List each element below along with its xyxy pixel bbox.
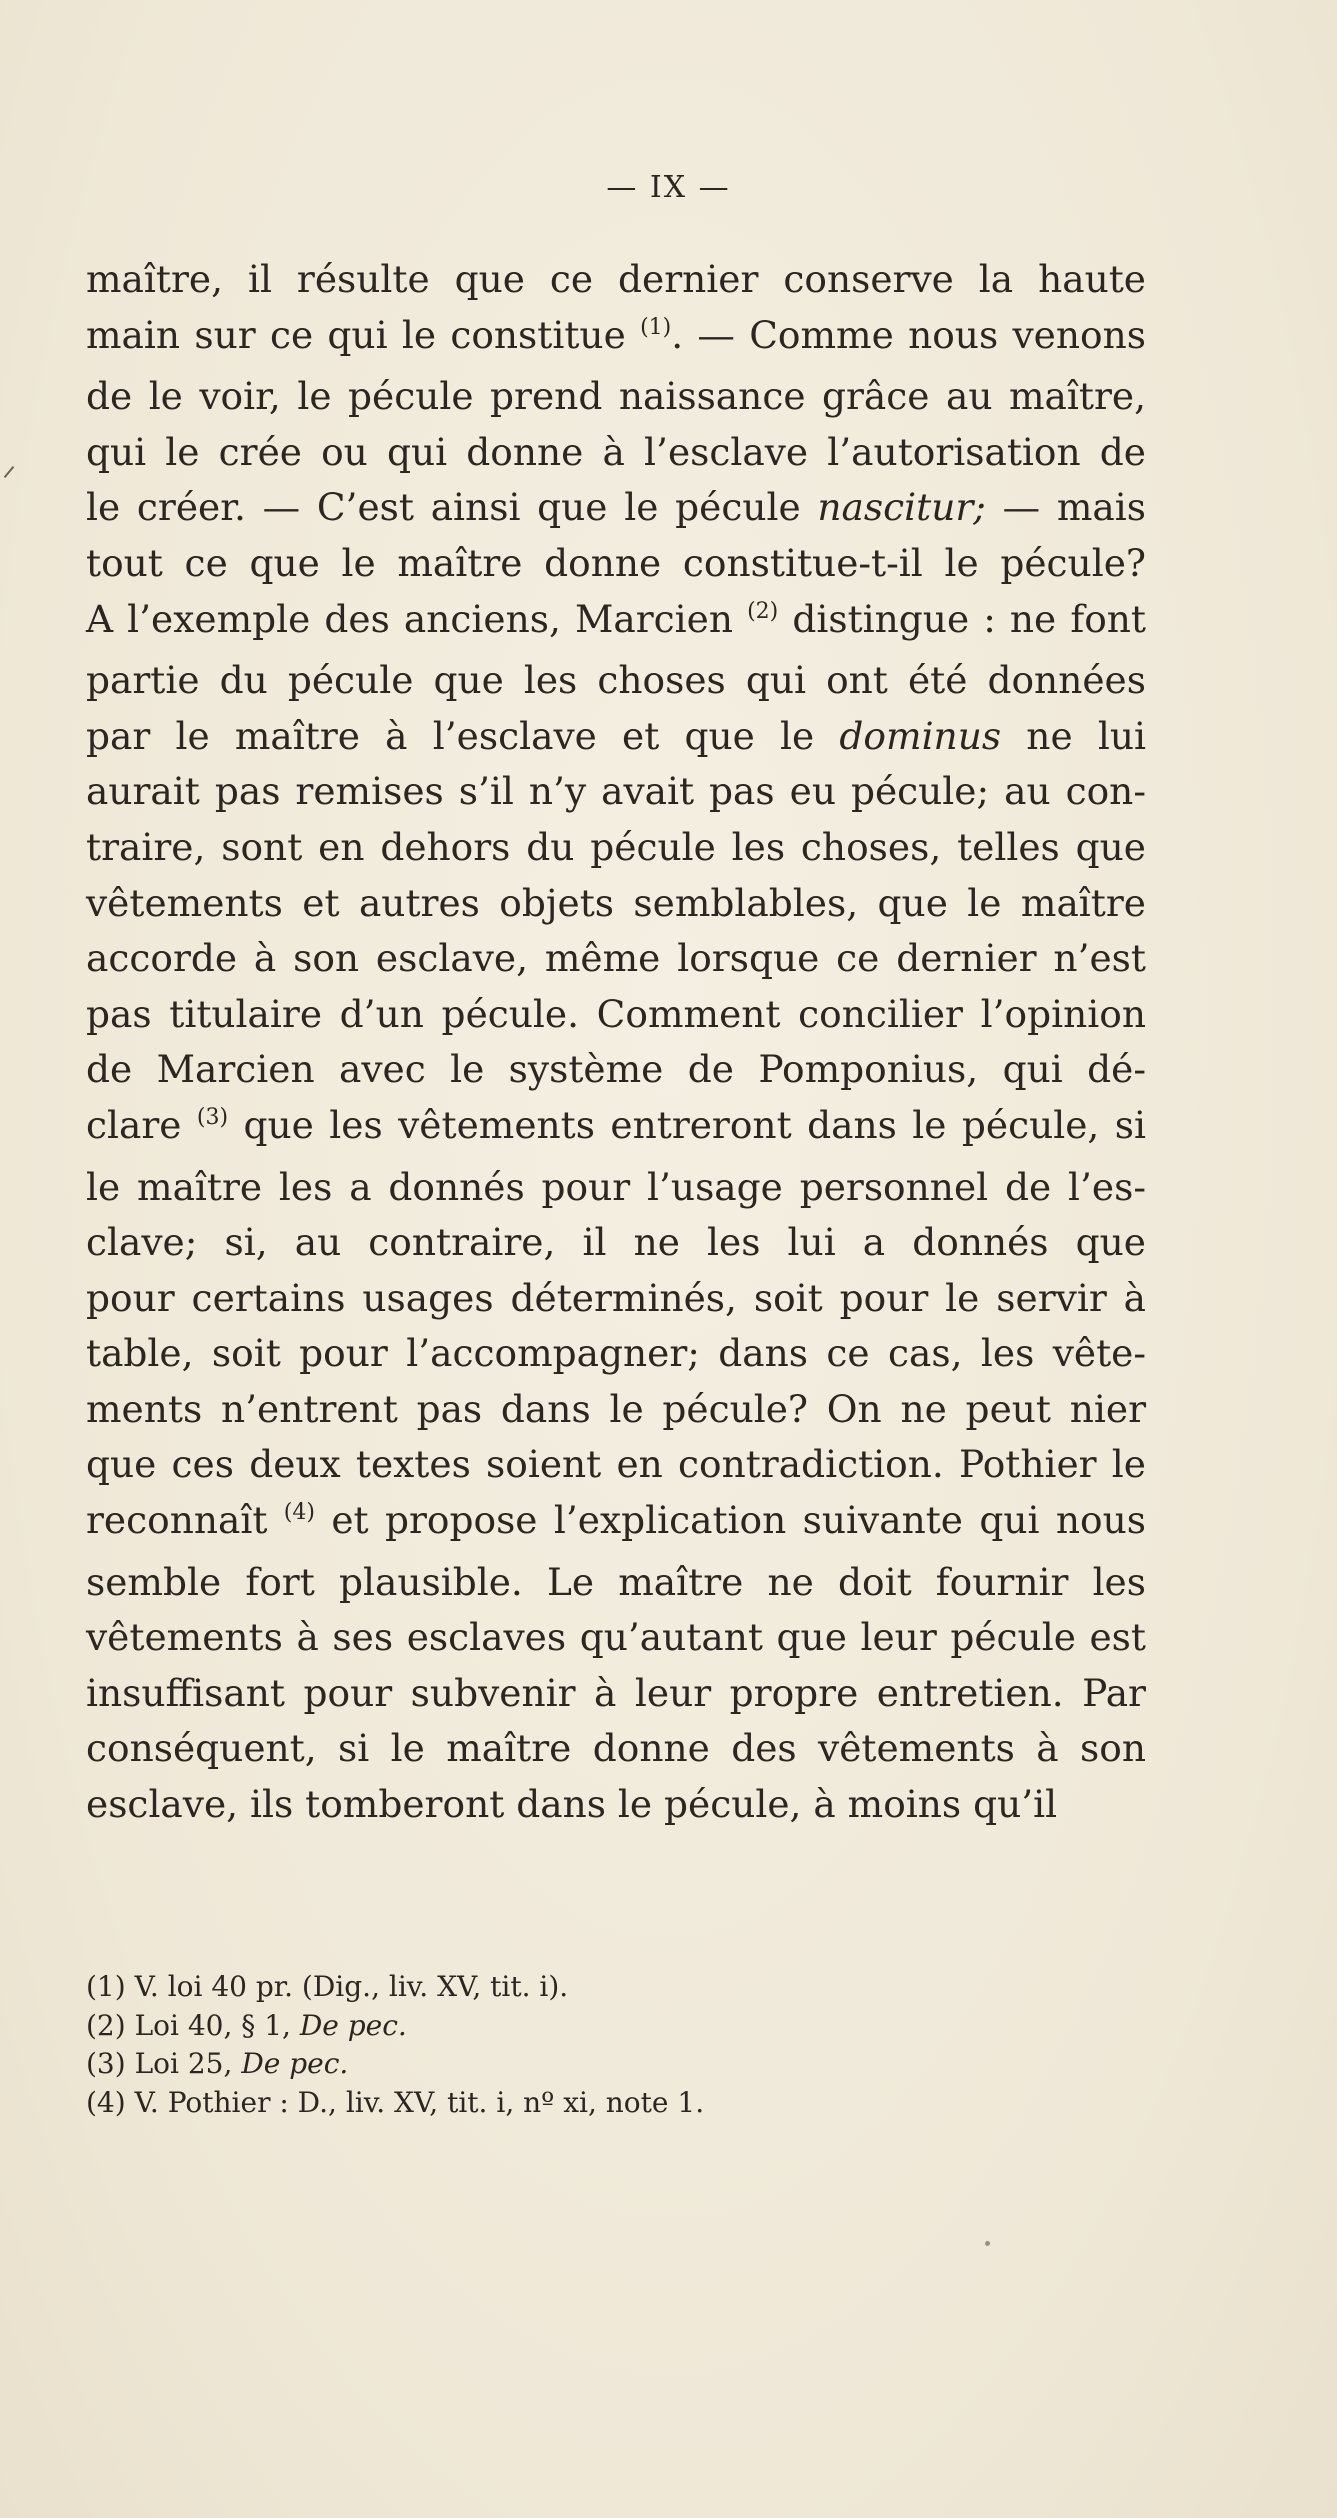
text-line: le maître les a donnés pour l’usage personnel de l’es-: [86, 1164, 1146, 1209]
footnote-ref: (4): [283, 1500, 315, 1526]
italic-term: nascitur;: [817, 485, 986, 530]
margin-mark: [4, 466, 15, 478]
text-line: partie du pécule que les choses qui ont été données: [86, 658, 1146, 703]
text-line: pour certains usages déterminés, soit pour le servir à: [86, 1275, 1146, 1320]
text-line: le créer. — C’est ainsi que le pécule nascitur; — mais: [86, 485, 1146, 530]
page-number: — IX —: [606, 170, 731, 205]
main-text: [86, 252, 1146, 1833]
text-line: vêtements à ses esclaves qu’autant que leur pécule est: [86, 1615, 1146, 1660]
text-line: A l’exemple des anciens, Marcien $^{(2)}$ distingue : ne font: [86, 596, 1146, 641]
text-line: par le maître à l’esclave et que le dominus ne lui: [86, 713, 1146, 758]
text-line: semble fort plausible. Le maître ne doit fournir les: [86, 1559, 1146, 1604]
text-line: pas titulaire d’un pécule. Comment concilier l’opinion: [86, 991, 1146, 1036]
text-line: vêtements et autres objets semblables, que le maître: [86, 880, 1146, 925]
text-line: maître, il résulte que ce dernier conserve la haute: [86, 257, 1146, 301]
paper-speck: [985, 2241, 990, 2246]
footnote-ref: (3): [196, 1104, 229, 1130]
text-line: table, soit pour l’accompagner; dans ce cas, les vête-: [86, 1331, 1146, 1376]
text-line: clave; si, au contraire, il ne les lui a donnés que: [86, 1220, 1146, 1265]
footnote-ref: (1): [640, 314, 672, 340]
text-line: main sur ce qui le constitue $^{(1)}$. — Comme nous venons: [86, 312, 1146, 357]
text-line: de le voir, le pécule prend naissance grâce au maître,: [86, 374, 1146, 419]
text-line: aurait pas remises s’il n’y avait pas eu pécule; au con-: [86, 769, 1146, 814]
text-line: reconnaît $^{(4)}$ et propose l’explication suivante qui nous: [86, 1498, 1147, 1543]
footnote: (4) V. Pothier : D., liv. XV, tit. i, nº xi, note 1.: [86, 2085, 705, 2119]
italic-term: De pec.: [241, 2047, 349, 2080]
text-line: insuffisant pour subvenir à leur propre entretien. Par: [86, 1670, 1146, 1715]
text-line: ments n’entrent pas dans le pécule? On ne peut nier: [86, 1386, 1146, 1431]
text-line: esclave, ils tomberont dans le pécule, à moins qu’il: [86, 1782, 1058, 1827]
text-line: conséquent, si le maître donne des vêtements à son: [86, 1726, 1146, 1771]
text-line: traire, sont en dehors du pécule les choses, telles que: [86, 824, 1146, 869]
footnote: (2) Loi 40, § 1, De pec.: [86, 2008, 407, 2042]
text-line: que ces deux textes soient en contradiction. Pothier le: [86, 1442, 1146, 1487]
text-line: qui le crée ou qui donne à l’esclave l’autorisation de: [86, 429, 1146, 474]
text-line: de Marcien avec le système de Pomponius, qui dé-: [86, 1047, 1146, 1092]
italic-term: dominus: [839, 713, 1002, 758]
footnote: (1) V. loi 40 pr. (Dig., liv. XV, tit. i).: [86, 1970, 569, 2003]
text-line: accorde à son esclave, même lorsque ce dernier n’est: [86, 936, 1146, 981]
footnote: (3) Loi 25, De pec.: [86, 2047, 349, 2080]
text-line: tout ce que le maître donne constitue-t-il le pécule?: [86, 540, 1146, 585]
footnote-ref: (2): [747, 598, 779, 624]
footnotes: [86, 1968, 1086, 2122]
text-line: clare $^{(3)}$ que les vêtements entreront dans le pécule, si: [86, 1102, 1146, 1147]
italic-term: De pec.: [299, 2008, 407, 2042]
